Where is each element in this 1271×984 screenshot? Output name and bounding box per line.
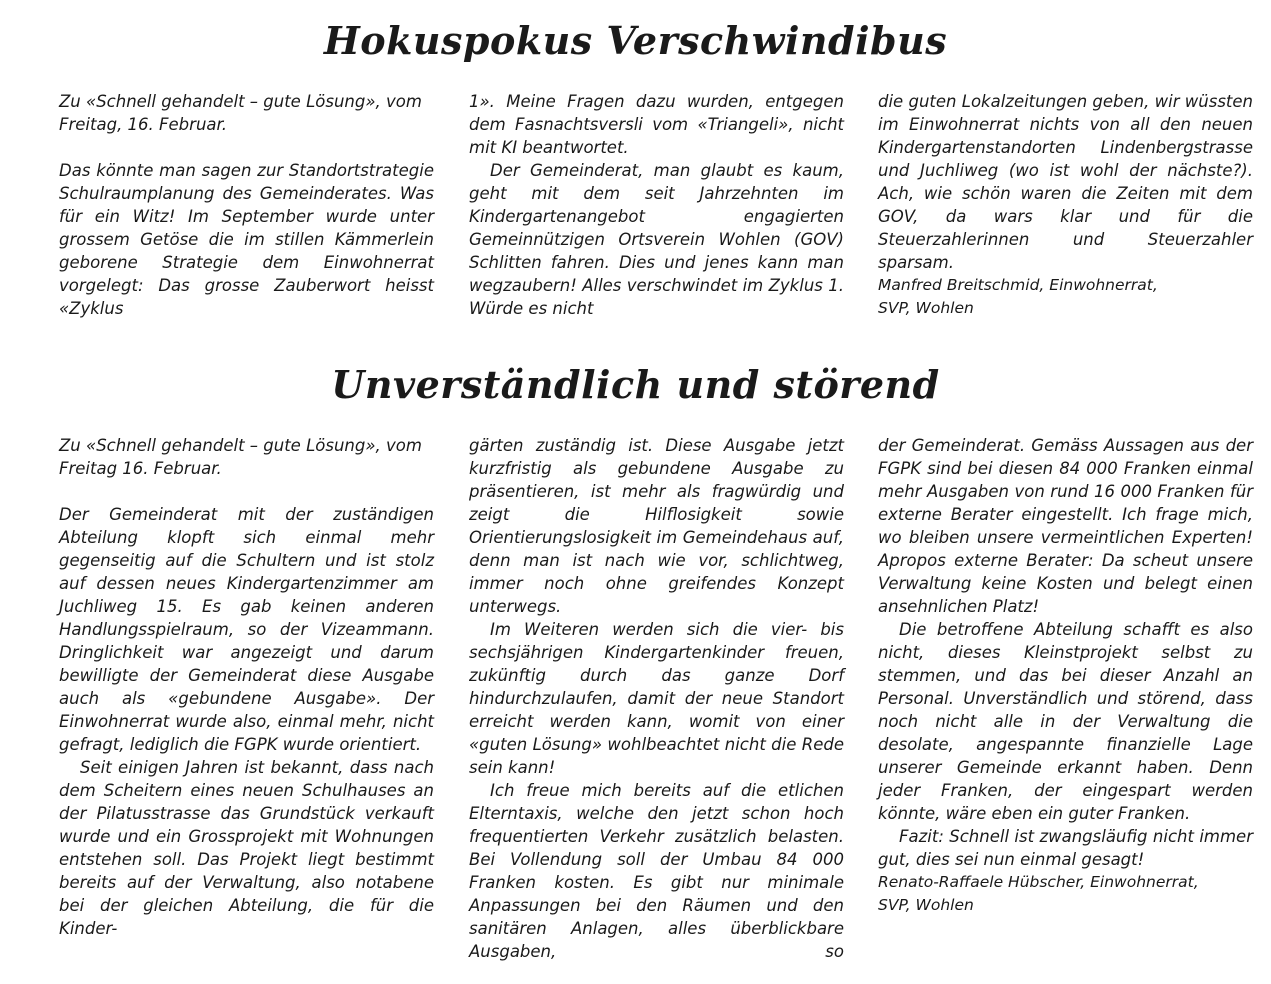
letter-1-column-2 (469, 90, 844, 320)
signature: Renato-Raffaele Hübscher, Einwohnerrat, (878, 873, 1199, 891)
reference-line: Zu «Schnell gehandelt – gute Lösung», vom Freitag, 16. Februar. (59, 92, 422, 134)
paragraph: Der Gemeinderat mit der zuständigen Abteilung klopft sich einmal mehr gegenseitig auf die Schultern und ist stolz auf dessen neues Kindergartenzimmer am Juchliweg 15. Es gab keinen anderen Handlungsspielraum, so der Vizeammann. Dringlichkeit war angezeigt und darum bewilligte der Gemeinderat diese Ausgabe auch als «gebundene Ausgabe». Der Einwohnerrat wurde also, einmal mehr, nicht gefragt, lediglich die FGPK wurde orientiert. (59, 505, 434, 754)
letter-1-column-3 (878, 90, 1253, 320)
spacer (59, 480, 434, 503)
letter-2-column-3 (878, 434, 1253, 917)
paragraph: Der Gemeinderat, man glaubt es kaum, geht mit dem seit Jahrzehnten im Kindergartenangebot engagierten Gemeinnützigen Ortsverein Wohlen (GOV) Schlitten fahren. Dies und jenes kann man wegzaubern! Alles verschwindet im Zyklus 1. Würde es nicht (469, 161, 844, 318)
paragraph: Fazit: Schnell ist zwangsläufig nicht immer gut, dies sei nun einmal gesagt! (878, 827, 1253, 869)
spacer (59, 136, 434, 159)
paragraph: die guten Lokalzeitungen geben, wir wüssten im Einwohnerrat nichts von all den neuen Kindergartenstandorten Lindenbergstrasse und Juchliweg (wo ist wohl der nächste?). Ach, wie schön waren die Zeiten mit dem GOV, da wars klar und für die Steuerzahlerinnen und Steuerzahler sparsam. (878, 92, 1253, 272)
headline-hokuspokus: Hokuspokus Verschwindibus (323, 18, 948, 63)
headline-unverstaendlich: Unverständlich und störend (331, 362, 940, 407)
signature: SVP, Wohlen (878, 299, 974, 317)
paragraph: 1». Meine Fragen dazu wurden, entgegen dem Fasnachtsversli vom «Triangeli», nicht mit KI beantwortet. (469, 92, 844, 157)
letter-2-column-2 (469, 434, 844, 963)
reference-line: Zu «Schnell gehandelt – gute Lösung», vom Freitag 16. Februar. (59, 436, 422, 478)
paragraph: der Gemeinderat. Gemäss Aussagen aus der FGPK sind bei diesen 84 000 Franken einmal mehr Ausgaben von rund 16 000 Franken für externe Berater eingestellt. Ich frage mich, wo bleiben unsere vermeintlichen Experten! Apropos externe Berater: Da scheut unsere Verwaltung keine Kosten und belegt einen ansehnlichen Platz! (878, 436, 1253, 616)
letter-1-column-1 (59, 90, 434, 320)
letter-2-column-1 (59, 434, 434, 940)
signature: Manfred Breitschmid, Einwohnerrat, (878, 276, 1158, 294)
signature: SVP, Wohlen (878, 896, 974, 914)
paragraph: Die betroffene Abteilung schafft es also nicht, dieses Kleinstprojekt selbst zu stemmen, und das bei dieser Anzahl an Personal. Unverständlich und störend, dass noch nicht alle in der Verwaltung die desolate, angespannte finanzielle Lage unserer Gemeinde erkannt haben. Denn jeder Franken, der eingespart werden könnte, wäre eben ein guter Franken. (878, 620, 1253, 823)
paragraph: Das könnte man sagen zur Standortstrategie Schulraumplanung des Gemeinderates. Was für ein Witz! Im September wurde unter grossem Getöse die im stillen Kämmerlein geborene Strategie dem Einwohnerrat vorgelegt: Das grosse Zauberwort heisst «Zyklus (59, 161, 434, 318)
paragraph: Seit einigen Jahren ist bekannt, dass nach dem Scheitern eines neuen Schulhauses an der Pilatusstrasse das Grundstück verkauft wurde und ein Grossprojekt mit Wohnungen entstehen soll. Das Projekt liegt bestimmt bereits auf der Verwaltung, also notabene bei der gleichen Abteilung, die für die Kinder- (59, 758, 434, 938)
paragraph: Ich freue mich bereits auf die etlichen Elterntaxis, welche den jetzt schon hoch frequentierten Verkehr zusätzlich belasten. Bei Vollendung soll der Umbau 84 000 Franken kosten. Es gibt nur minimale Anpassungen bei den Räumen und den sanitären Anlagen, alles überblickbare Ausgaben, so (469, 781, 844, 961)
paragraph: Im Weiteren werden sich die vier- bis sechsjährigen Kindergartenkinder freuen, zukünftig durch das ganze Dorf hindurchzulaufen, damit der neue Standort erreicht werden kann, womit von einer «guten Lösung» wohlbeachtet nicht die Rede sein kann! (469, 620, 844, 777)
paragraph: gärten zuständig ist. Diese Ausgabe jetzt kurzfristig als gebundene Ausgabe zu präsentieren, ist mehr als fragwürdig und zeigt die Hilflosigkeit sowie Orientierungslosigkeit im Gemeindehaus auf, denn man ist nach wie vor, schlichtweg, immer noch ohne greifendes Konzept unterwegs. (469, 436, 844, 616)
